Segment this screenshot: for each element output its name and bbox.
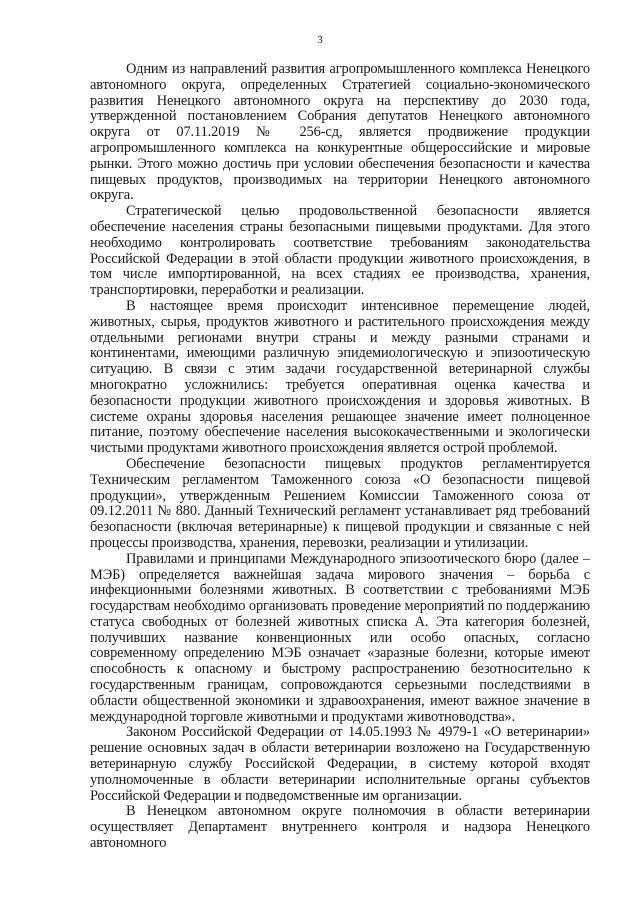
- paragraph-oie-rules: Правилами и принципами Международного эпизоотического бюро (далее – МЭБ) определяется важнейшая задача мирового значения – борьба с инфекционными болезнями животных. В соответствии с требованиями МЭБ государствам необходимо организовать проведение мероприятий по поддержанию статуса свободных от болезней животных списка А. Эта категория болезней, получивших название конвенционных или особо опасных, согласно современному определению МЭБ означает «заразные болезни, которые имеют способность к опасному и быстрому распространению безотносительно к государственным границам, сопровождаются серьезными последствиями в области общественной экономики и здравоохранения, имеют важное значение в международной торговле животными и продуктами животноводства».: [90, 550, 590, 725]
- paragraph-movement-of-goods: В настоящее время происходит интенсивное перемещение людей, животных, сырья, продуктов животного и растительного происхождения между отдельными регионами внутри страны и между разными странами и континентами, имеющими различную эпидемиологическую и эпизоотическую ситуацию. В связи с этим задачи государственной ветеринарной службы многократно усложнились: требуется оперативная оценка качества и безопасности продукции животного происхождения и здоровья животных. В системе охраны здоровья населения решающее значение имеет полноценное питание, поэтому обеспечение населения высококачественными и экологически чистыми продуктами животного происхождения является острой проблемой.: [90, 297, 590, 457]
- document-body: [90, 62, 590, 852]
- paragraph-food-security-goal: Стратегической целью продовольственной безопасности является обеспечение населения страны безопасными пищевыми продуктами. Для этого необходимо контролировать соответствие требованиям законодательства Российской Федерации в этой области продукции животного происхождения, в том числе импортированной, на всех стадиях ее производства, хранения, транспортировки, переработки и реализации.: [90, 203, 590, 299]
- paragraph-technical-regulation: Обеспечение безопасности пищевых продуктов регламентируется Техническим регламентом Таможенного союза «О безопасности пищевой продукции», утвержденным Решением Комиссии Таможенного союза от 09.12.2011 № 880. Данный Технический регламент устанавливает ряд требований безопасности (включая ветеринарные) к пищевой продукции и связанные с ней процессы производства, хранения, перевозки, реализации и утилизации.: [90, 455, 590, 551]
- page-number: 3: [317, 34, 323, 46]
- paragraph-nao-veterinary-authority: В Ненецком автономном округе полномочия в области ветеринарии осуществляет Департамент внутреннего контроля и надзора Ненецкого автономного: [90, 803, 590, 852]
- paragraph-veterinary-law: Законом Российской Федерации от 14.05.1993 № 4979-1 «О ветеринарии» решение основных задач в области ветеринарии возложено на Государственную ветеринарную службу Российской Федерации, в систему которой входят уполномоченные в области ветеринарии исполнительные органы субъектов Российской Федерации и подведомственные им организации.: [90, 724, 590, 804]
- paragraph-agro-strategy: Одним из направлений развития агропромышленного комплекса Ненецкого автономного округа, определенных Стратегией социально-экономического развития Ненецкого автономного округа на перспективу до 2030 года, утвержденной постановлением Собрания депутатов Ненецкого автономного округа от 07.11.2019 № 256-сд, является продвижение продукции агропромышленного комплекса на конкурентные общероссийские и мировые рынки. Этого можно достичь при условии обеспечения безопасности и качества пищевых продуктов, производимых на территории Ненецкого автономного округа.: [90, 61, 590, 204]
